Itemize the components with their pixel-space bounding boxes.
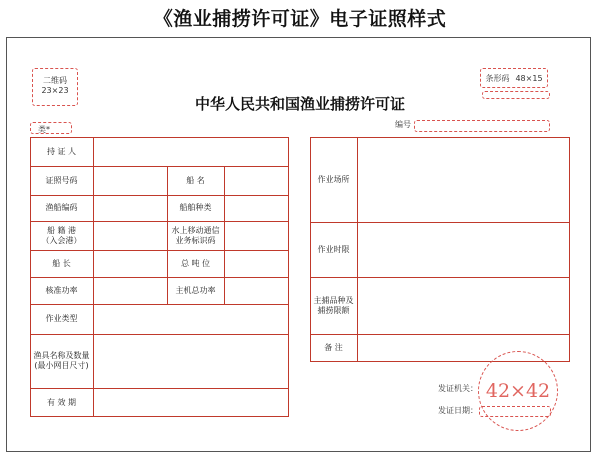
label-remarks: 备 注 [324,343,343,352]
label-validity: 有 效 期 [46,397,77,407]
right-table-col-rule [357,137,358,362]
issuing-authority-label: 发证机关： [438,384,478,393]
label-port-of-registry: 船 籍 港 （入会港） [41,225,82,245]
label-vessel-code: 渔船编码 [45,203,78,212]
label-approved-power: 核准功率 [45,285,78,295]
label-main-engine-power: 主机总功率 [175,285,216,295]
barcode-placeholder [480,68,548,88]
issue-date-label: 发证日期： [438,406,478,415]
label-license-number: 证照号码 [45,175,78,185]
label-operation-type: 作业类型 [45,314,78,323]
page-title: 《渔业捕捞许可证》电子证照样式 [153,8,447,30]
label-vessel-name: 船 名 [186,175,205,185]
left-table-col-rule [93,137,94,417]
label-vessel-length: 船 长 [52,258,71,268]
barcode-label: 条形码 [485,73,510,83]
label-fishing-gear: 渔具名称及数量 (最小网目尺寸) [33,351,90,370]
label-holder: 持 证 人 [46,146,77,156]
label-operation-area: 作业场所 [317,174,350,184]
label-main-species: 主捕品种及 捕捞限额 [313,295,354,315]
qr-code-label: 二维码 [43,76,67,85]
certificate-title: 中华人民共和国渔业捕捞许可证 [194,95,405,113]
label-operation-period: 作业时限 [317,244,350,254]
barcode-bar [482,91,550,99]
qr-code-placeholder [32,68,78,106]
seal-size: 42×42 [485,380,551,402]
label-gross-tonnage: 总 吨 位 [180,258,211,268]
issue-date-field [479,406,551,417]
seal-placeholder [478,351,558,431]
label-vessel-type: 船舶种类 [179,203,212,212]
number-field [414,120,550,132]
barcode-size: 48×15 [515,73,543,83]
category-field [30,122,72,134]
left-table-col-rule [224,166,225,304]
category-label: 类* [38,125,50,134]
qr-code-size: 23×23 [41,86,69,95]
number-label: 编号 [395,120,411,129]
label-mmsi: 水上移动通信 业务标识码 [171,225,220,245]
